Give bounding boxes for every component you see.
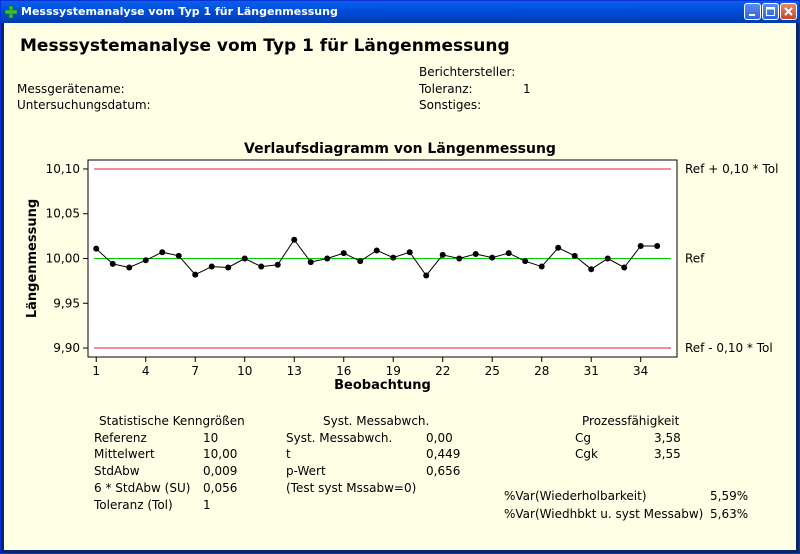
data-point xyxy=(374,247,380,253)
toleranz-label: Toleranz: xyxy=(419,82,473,96)
data-point xyxy=(654,243,660,249)
data-point xyxy=(390,255,396,261)
y-tick-label-2: 10,00 xyxy=(45,251,80,266)
data-point xyxy=(225,264,231,270)
app-plus-icon xyxy=(4,5,18,19)
x-tick-label-10: 31 xyxy=(583,364,599,378)
data-point xyxy=(93,246,99,252)
data-point xyxy=(440,252,446,258)
data-point xyxy=(275,262,281,268)
stats-value-mittelwert: 10,00 xyxy=(203,447,238,461)
ref-label-1: Ref xyxy=(685,251,705,266)
var-label-wiederholbarkeit: %Var(Wiederholbarkeit) xyxy=(504,489,647,503)
title-bar[interactable] xyxy=(1,1,799,23)
data-point xyxy=(176,253,182,259)
report-title: Messsystemanalyse vom Typ 1 für Längenmessung xyxy=(20,36,510,56)
data-point xyxy=(539,264,545,270)
data-point xyxy=(159,249,165,255)
stats-label-referenz: Referenz xyxy=(94,431,147,445)
x-tick-label-3: 10 xyxy=(237,364,253,378)
data-point xyxy=(588,266,594,272)
bias-value-pwert: 0,656 xyxy=(426,464,461,478)
data-point xyxy=(110,261,116,267)
maximize-icon xyxy=(763,4,778,19)
var-value-wiedhbkt: 5,63% xyxy=(710,507,749,521)
bias-label-t: t xyxy=(286,447,291,461)
maximize-button[interactable] xyxy=(762,3,779,20)
stats-value-toleranz: 1 xyxy=(203,498,211,512)
y-axis-label: Längenmessung xyxy=(25,198,40,319)
bias-note: (Test syst Mssabw=0) xyxy=(286,481,417,495)
capability-label-cg: Cg xyxy=(575,431,591,445)
y-tick-label-3: 10,05 xyxy=(45,206,80,221)
data-point xyxy=(143,257,149,263)
data-point xyxy=(638,243,644,249)
bias-value-syst: 0,00 xyxy=(426,431,453,445)
ref-label-2: Ref - 0,10 * Tol xyxy=(685,341,773,356)
stats-value-stdabw: 0,009 xyxy=(203,464,238,478)
toleranz-value: 1 xyxy=(523,82,531,96)
capability-value-cg: 3,58 xyxy=(654,431,681,445)
y-tick-label-0: 9,90 xyxy=(53,341,80,356)
data-point xyxy=(209,264,215,270)
data-point xyxy=(192,272,198,278)
data-point xyxy=(473,251,479,257)
x-tick-label-1: 4 xyxy=(141,364,150,378)
report-area xyxy=(4,23,796,550)
data-point xyxy=(291,237,297,243)
data-point xyxy=(341,250,347,256)
bias-title: Syst. Messabwch. xyxy=(323,414,430,428)
x-axis-label: Beobachtung xyxy=(334,378,431,393)
data-point xyxy=(506,250,512,256)
x-tick-label-9: 28 xyxy=(534,364,550,378)
data-point xyxy=(407,249,413,255)
data-point xyxy=(605,256,611,262)
data-point xyxy=(555,245,561,251)
data-point xyxy=(308,259,314,265)
bias-label-pwert: p-Wert xyxy=(286,464,326,478)
data-point xyxy=(258,264,264,270)
x-tick-label-0: 1 xyxy=(92,364,101,378)
x-tick-label-11: 34 xyxy=(633,364,649,378)
data-point xyxy=(357,258,363,264)
messgeraetename-label: Messgerätename: xyxy=(17,82,125,96)
x-tick-label-6: 19 xyxy=(385,364,401,378)
capability-title: Prozessfähigkeit xyxy=(582,414,680,428)
x-tick-label-8: 25 xyxy=(484,364,500,378)
data-point xyxy=(522,258,528,264)
stats-value-6stdabw: 0,056 xyxy=(203,481,238,495)
chart-title: Verlaufsdiagramm von Längenmessung xyxy=(244,141,556,157)
data-point xyxy=(423,273,429,279)
data-point xyxy=(324,256,330,262)
stats-value-referenz: 10 xyxy=(203,431,219,445)
minimize-icon xyxy=(745,4,760,19)
var-value-wiederholbarkeit: 5,59% xyxy=(710,489,749,503)
stats-title: Statistische Kenngrößen xyxy=(99,414,245,428)
minimize-button[interactable] xyxy=(744,3,761,20)
x-tick-label-4: 13 xyxy=(286,364,302,378)
bias-value-t: 0,449 xyxy=(426,447,461,461)
stats-label-6stdabw: 6 * StdAbw (SU) xyxy=(94,481,191,495)
stats-label-mittelwert: Mittelwert xyxy=(94,447,155,461)
close-button[interactable] xyxy=(780,3,797,20)
x-tick-label-2: 7 xyxy=(191,364,200,378)
untersuchungsdatum-label: Untersuchungsdatum: xyxy=(17,98,151,112)
y-tick-label-1: 9,95 xyxy=(53,296,80,311)
data-point xyxy=(126,264,132,270)
ref-label-0: Ref + 0,10 * Tol xyxy=(685,161,779,176)
data-point xyxy=(489,255,495,261)
data-point xyxy=(242,256,248,262)
data-point xyxy=(456,256,462,262)
x-tick-label-7: 22 xyxy=(435,364,451,378)
capability-label-cgk: Cgk xyxy=(575,447,598,461)
data-point xyxy=(572,253,578,259)
var-label-wiedhbkt: %Var(Wiedhbkt u. syst Messabw) xyxy=(504,507,704,521)
stats-label-stdabw: StdAbw xyxy=(94,464,140,478)
y-tick-label-4: 10,10 xyxy=(45,161,80,176)
window-title: Messsystemanalyse vom Typ 1 für Längenmessung xyxy=(21,5,338,18)
close-icon xyxy=(781,4,796,19)
x-tick-label-5: 16 xyxy=(336,364,352,378)
data-point xyxy=(621,264,627,270)
sonstiges-label: Sonstiges: xyxy=(419,98,482,112)
bias-label-syst: Syst. Messabwch. xyxy=(286,431,393,445)
stats-label-toleranz: Toleranz (Tol) xyxy=(94,498,173,512)
berichtersteller-label: Berichtersteller: xyxy=(419,65,516,79)
capability-value-cgk: 3,55 xyxy=(654,447,681,461)
